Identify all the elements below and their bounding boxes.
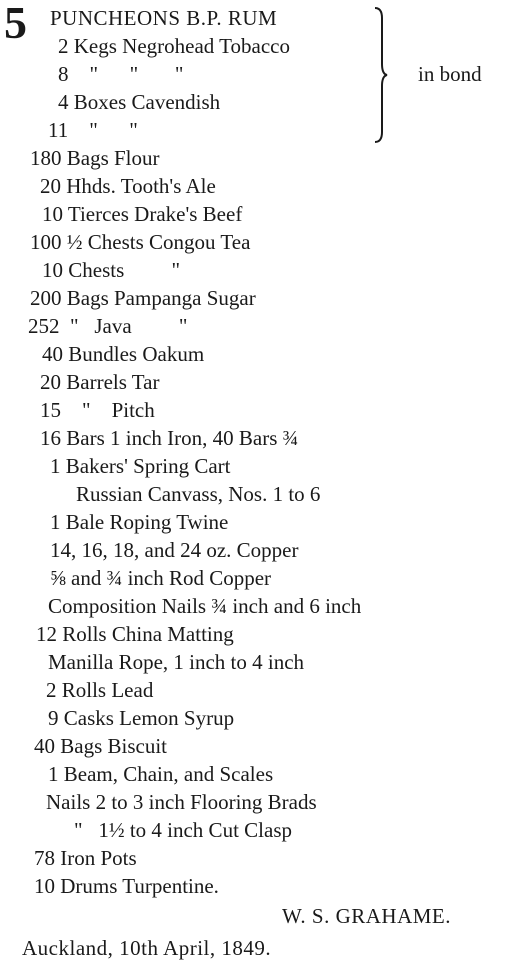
cargo-line: ⅝ and ¾ inch Rod Copper (50, 566, 272, 590)
cargo-line: 12 Rolls China Matting (36, 622, 234, 646)
cargo-line: " 1½ to 4 inch Cut Clasp (74, 818, 292, 842)
cargo-line: 1 Bale Roping Twine (50, 510, 229, 534)
signature: W. S. GRAHAME. (282, 904, 451, 928)
cargo-line: 2 Kegs Negrohead Tobacco (58, 34, 290, 58)
bond-note: in bond (418, 62, 482, 86)
cargo-line: 10 Drums Turpentine. (34, 874, 219, 898)
cargo-line: Nails 2 to 3 inch Flooring Brads (46, 790, 317, 814)
cargo-line: 2 Rolls Lead (46, 678, 154, 702)
bond-brace (374, 6, 388, 144)
cargo-line: 10 Tierces Drake's Beef (42, 202, 243, 226)
cargo-line: Manilla Rope, 1 inch to 4 inch (48, 650, 305, 674)
lead-numeral: 5 (4, 0, 27, 48)
cargo-line: 10 Chests " (42, 258, 181, 282)
cargo-line: 14, 16, 18, and 24 oz. Copper (50, 538, 299, 562)
cargo-line: 200 Bags Pampanga Sugar (30, 286, 256, 310)
cargo-line: 11 " " (48, 118, 138, 142)
cargo-line: 40 Bundles Oakum (42, 342, 205, 366)
cargo-line: 252 " Java " (28, 314, 188, 338)
cargo-line: PUNCHEONS B.P. RUM (50, 6, 278, 30)
cargo-line: Russian Canvass, Nos. 1 to 6 (76, 482, 321, 506)
cargo-line: 100 ½ Chests Congou Tea (30, 230, 251, 254)
cargo-line: 20 Hhds. Tooth's Ale (40, 174, 216, 198)
cargo-line: 180 Bags Flour (30, 146, 160, 170)
cargo-line: 16 Bars 1 inch Iron, 40 Bars ¾ (40, 426, 299, 450)
cargo-line: 78 Iron Pots (34, 846, 137, 870)
cargo-line: 1 Beam, Chain, and Scales (48, 762, 274, 786)
cargo-line: 40 Bags Biscuit (34, 734, 168, 758)
cargo-line: 9 Casks Lemon Syrup (48, 706, 235, 730)
cargo-line: 4 Boxes Cavendish (58, 90, 221, 114)
cargo-line: Composition Nails ¾ inch and 6 inch (48, 594, 362, 618)
cargo-line: 1 Bakers' Spring Cart (50, 454, 231, 478)
dateline: Auckland, 10th April, 1849. (22, 936, 272, 960)
cargo-line: 20 Barrels Tar (40, 370, 160, 394)
cargo-line: 15 " Pitch (40, 398, 155, 422)
cargo-line: 8 " " " (58, 62, 184, 86)
